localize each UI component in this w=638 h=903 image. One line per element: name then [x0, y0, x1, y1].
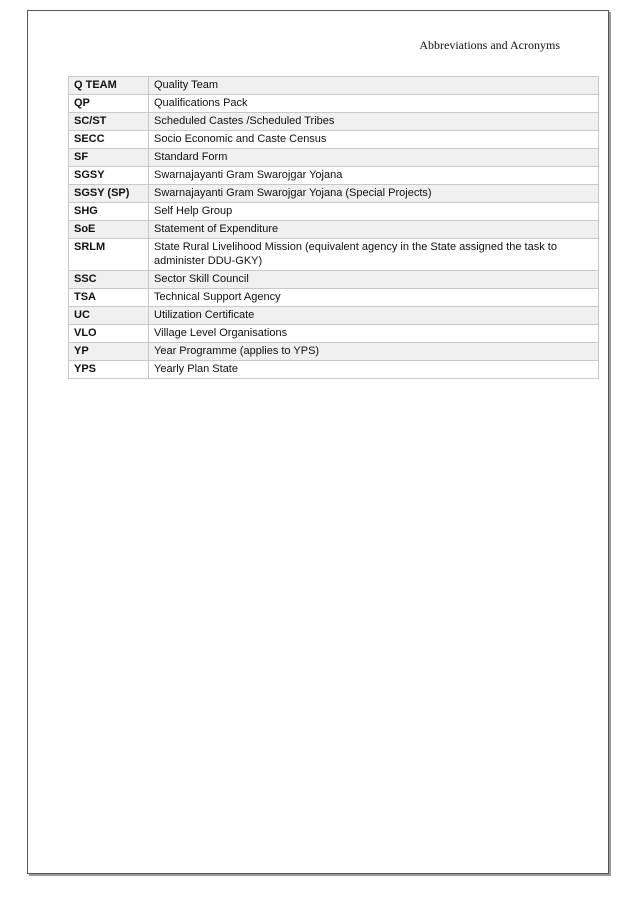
- abbreviation-term: QP: [69, 95, 149, 113]
- table-row: [69, 239, 599, 271]
- abbreviation-term: SoE: [69, 221, 149, 239]
- page-header-title: Abbreviations and Acronyms: [419, 38, 560, 52]
- abbreviation-term: YPS: [69, 361, 149, 379]
- abbreviation-term: YP: [69, 343, 149, 361]
- abbreviation-definition: Utilization Certificate: [149, 307, 599, 325]
- abbreviation-definition: Quality Team: [149, 77, 599, 95]
- abbreviation-definition: Self Help Group: [149, 203, 599, 221]
- table-row: [69, 95, 599, 113]
- abbreviation-term: UC: [69, 307, 149, 325]
- table-row: [69, 185, 599, 203]
- abbreviation-term: SF: [69, 149, 149, 167]
- abbreviation-definition: Year Programme (applies to YPS): [149, 343, 599, 361]
- abbreviation-definition: Village Level Organisations: [149, 325, 599, 343]
- abbreviation-term: SHG: [69, 203, 149, 221]
- abbreviation-term: SGSY: [69, 167, 149, 185]
- abbreviation-definition: Standard Form: [149, 149, 599, 167]
- table-row: [69, 77, 599, 95]
- abbreviation-definition: Qualifications Pack: [149, 95, 599, 113]
- abbreviation-definition: Technical Support Agency: [149, 289, 599, 307]
- table-row: [69, 203, 599, 221]
- abbreviation-term: Q TEAM: [69, 77, 149, 95]
- table-row: [69, 271, 599, 289]
- table-row: [69, 325, 599, 343]
- table-row: [69, 131, 599, 149]
- table-row: [69, 343, 599, 361]
- abbreviation-term: SC/ST: [69, 113, 149, 131]
- abbreviation-term: SRLM: [69, 239, 149, 271]
- abbreviation-definition: Swarnajayanti Gram Swarojgar Yojana (Special Projects): [149, 185, 599, 203]
- abbreviation-term: SSC: [69, 271, 149, 289]
- table-row: [69, 289, 599, 307]
- table-row: [69, 149, 599, 167]
- abbreviation-definition: Statement of Expenditure: [149, 221, 599, 239]
- abbreviation-term: SGSY (SP): [69, 185, 149, 203]
- table-row: [69, 167, 599, 185]
- table-row: [69, 307, 599, 325]
- abbreviation-definition: Sector Skill Council: [149, 271, 599, 289]
- abbreviation-definition: Swarnajayanti Gram Swarojgar Yojana: [149, 167, 599, 185]
- table-row: [69, 361, 599, 379]
- abbreviation-definition: Scheduled Castes /Scheduled Tribes: [149, 113, 599, 131]
- abbreviations-table: [68, 76, 599, 379]
- abbreviation-definition: State Rural Livelihood Mission (equivalent agency in the State assigned the task to administer DDU-GKY): [149, 239, 599, 271]
- abbreviation-definition: Socio Economic and Caste Census: [149, 131, 599, 149]
- abbreviation-term: TSA: [69, 289, 149, 307]
- table-row: [69, 113, 599, 131]
- abbreviation-term: SECC: [69, 131, 149, 149]
- abbreviation-definition: Yearly Plan State: [149, 361, 599, 379]
- table-row: [69, 221, 599, 239]
- abbreviation-term: VLO: [69, 325, 149, 343]
